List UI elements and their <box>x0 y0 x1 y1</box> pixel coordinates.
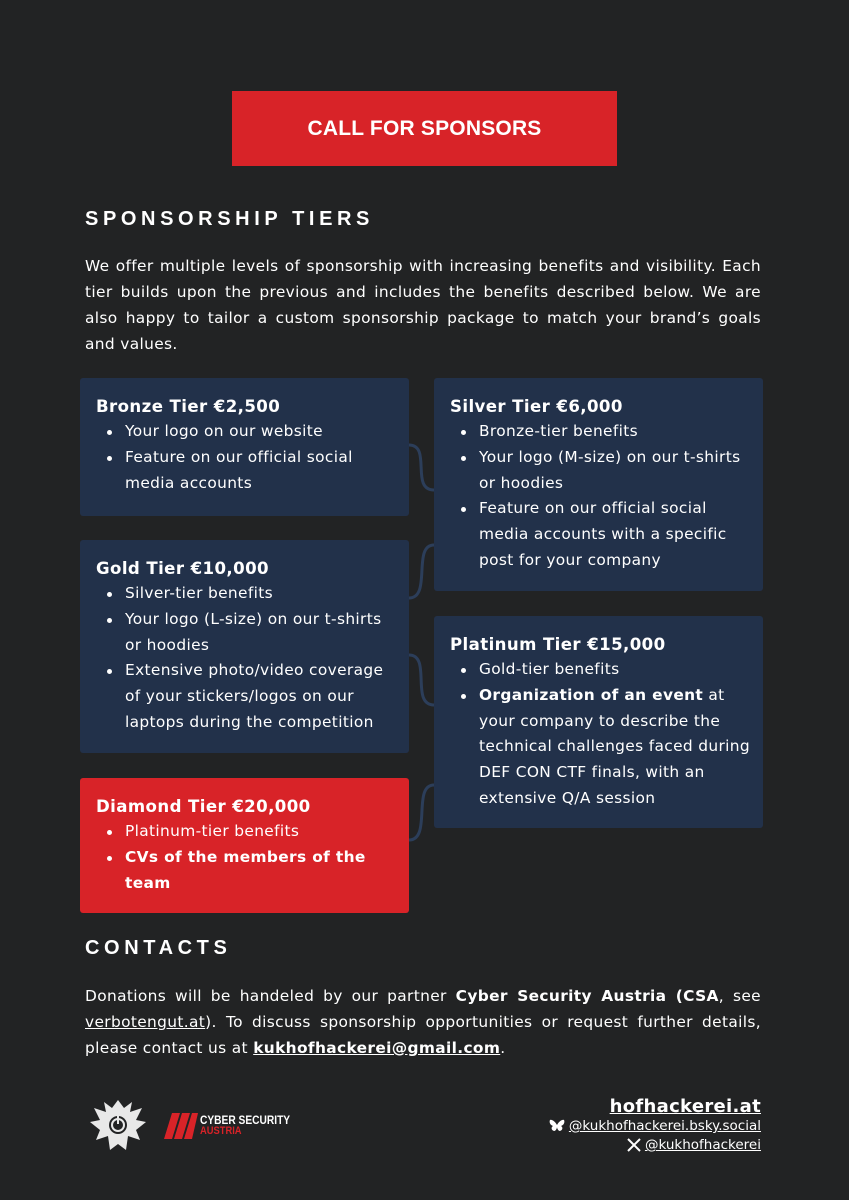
contacts-text-4: . <box>500 1039 506 1057</box>
csa-logo-line1: CYBER SECURITY <box>200 1113 291 1127</box>
partner-name: Cyber Security Austria (CSA <box>455 987 719 1005</box>
sponsorship-tiers-heading: SPONSORSHIP TIERS <box>85 208 374 230</box>
bluesky-icon <box>549 1119 565 1133</box>
bluesky-link[interactable] <box>549 1118 761 1134</box>
diamond-tier-card <box>80 778 409 913</box>
list-item: CVs of the members of the team <box>125 845 397 897</box>
connector-gold-platinum <box>409 655 434 705</box>
list-item: Extensive photo/video coverage of your stickers/logos on our laptops during the competition <box>125 658 397 735</box>
list-item: Your logo (L-size) on our t-shirts or hoodies <box>125 607 397 659</box>
contacts-text-2: , see <box>718 987 761 1005</box>
event-text: at your company to describe the technical challenges faced during DEF CON CTF finals, with an extensive Q/A session <box>479 685 751 807</box>
csa-stripes-icon <box>164 1113 198 1139</box>
bronze-tier-card <box>80 378 409 516</box>
event-bold-text: Organization of an event <box>479 685 704 704</box>
diamond-tier-title: Diamond Tier €20,000 <box>96 797 311 816</box>
bronze-tier-title: Bronze Tier €2,500 <box>96 397 281 416</box>
contacts-heading: CONTACTS <box>85 937 232 959</box>
x-handle: @kukhofhackerei <box>644 1137 761 1153</box>
contacts-text-3: ). To discuss sponsorship opportunities or request further details, please contact us at <box>85 1013 761 1057</box>
contacts-paragraph <box>85 983 761 1061</box>
silver-tier-card <box>434 378 763 591</box>
cyber-security-austria-logo <box>164 1113 306 1139</box>
list-item: Feature on our official social media accounts with a specific post for your company <box>479 496 751 573</box>
csa-logo-line2: AUSTRIA <box>200 1125 242 1137</box>
list-item: Feature on our official social media accounts <box>125 445 397 497</box>
list-item: Platinum-tier benefits <box>125 819 397 845</box>
platinum-tier-card <box>434 616 763 828</box>
silver-tier-title: Silver Tier €6,000 <box>450 397 623 416</box>
bluesky-handle: @kukhofhackerei.bsky.social <box>568 1118 761 1134</box>
connector-bronze-silver <box>409 445 434 490</box>
platinum-tier-title: Platinum Tier €15,000 <box>450 635 666 654</box>
list-item: Your logo (M-size) on our t-shirts or hoodies <box>479 445 751 497</box>
list-item: Silver-tier benefits <box>125 581 397 607</box>
x-link[interactable] <box>627 1137 761 1153</box>
connector-silver-gold <box>409 545 434 598</box>
eagle-crest-logo <box>86 1094 150 1158</box>
x-icon <box>627 1138 641 1152</box>
gold-tier-card <box>80 540 409 753</box>
list-item: Gold-tier benefits <box>479 657 751 683</box>
sponsorship-intro: We offer multiple levels of sponsorship with increasing benefits and visibility. Each tier builds upon the previous and includes the benefits described below. We are also happy to tailor a custom sponsorship package to match your brand’s goals and values. <box>85 257 761 353</box>
list-item: Your logo on our website <box>125 419 397 445</box>
contacts-text-1: Donations will be handeled by our partner <box>85 987 456 1005</box>
banner-title: CALL FOR SPONSORS <box>307 116 542 140</box>
gold-tier-title: Gold Tier €10,000 <box>96 559 269 578</box>
website-link[interactable]: hofhackerei.at <box>609 1096 761 1117</box>
email-link[interactable]: kukhofhackerei@gmail.com <box>253 1039 501 1057</box>
connector-platinum-diamond <box>409 785 434 840</box>
list-item <box>479 683 751 812</box>
list-item: Bronze-tier benefits <box>479 419 751 445</box>
verbotengut-link[interactable]: verbotengut.at <box>85 1013 206 1031</box>
